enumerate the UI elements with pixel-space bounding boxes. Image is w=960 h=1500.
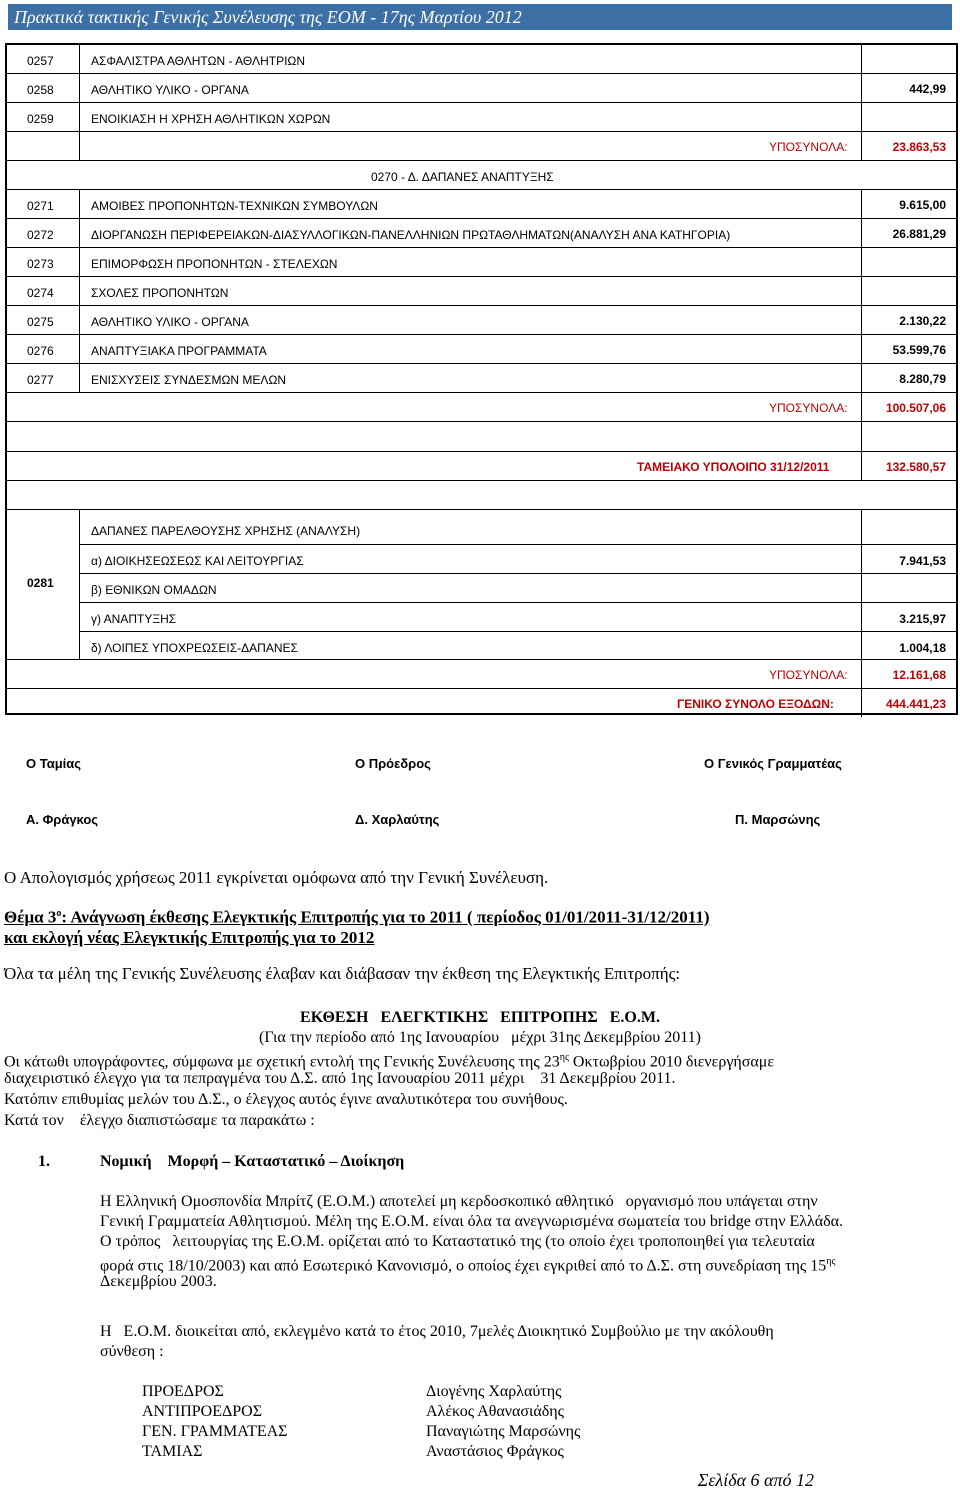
row-desc: ΑΝΑΠΤΥΞΙΑΚΑ ΠΡΟΓΡΑΜΜΑΤΑ [91, 344, 267, 358]
section-title-row [7, 161, 956, 190]
row-code: 0277 [27, 373, 54, 387]
table-row [7, 103, 956, 132]
table-row [7, 335, 956, 364]
topic-sup: ο [56, 908, 62, 919]
s1-p2-line1: Η Ε.Ο.Μ. διοικείται από, εκλεγμένο κατά το έτος 2010, 7μελές Διοικητικό Συμβούλιο με την ακόλουθη [100, 1323, 774, 1340]
table-row [7, 190, 956, 219]
s1-p1-line4-sup: ης [826, 1256, 836, 1267]
row-amount: 442,99 [909, 82, 946, 96]
topic-line2: και εκλογή νέας Ελεγκτικής Επιτροπής για το 2012 [4, 928, 375, 947]
row-code: 0272 [27, 228, 54, 242]
page-footer: Σελίδα 6 από 12 [697, 1470, 814, 1490]
cash-balance-row [7, 452, 956, 481]
prev-year-divider [79, 510, 80, 660]
board-name: Αλέκος Αθανασιάδης [426, 1403, 564, 1420]
board-role: ΑΝΤΙΠΡΟΕΔΡΟΣ [142, 1403, 263, 1420]
spacer-row [7, 481, 956, 510]
table-row [7, 74, 956, 103]
row-amount: 2.130,22 [899, 314, 946, 328]
subtotal-amount: 12.161,68 [892, 668, 946, 682]
approval-text: Ο Απολογισμός χρήσεως 2011 εγκρίνεται ομόφωνα από την Γενική Συνέλευση. [4, 868, 549, 887]
subtotal-label: ΥΠΟΣΥΝΟΛΑ: [769, 140, 848, 154]
subtotal-amount: 100.507,06 [885, 401, 946, 415]
row-desc: ΑΘΛΗΤΙΚΟ ΥΛΙΚΟ - ΟΡΓΑΝΑ [91, 315, 249, 329]
column-divider [861, 45, 862, 161]
prev-year-item: β) ΕΘΝΙΚΩΝ ΟΜΑΔΩΝ [91, 583, 217, 597]
prev-year-title: ΔΑΠΑΝΕΣ ΠΑΡΕΛΘΟΥΣΗΣ ΧΡΗΣΗΣ (ΑΝΑΛΥΣΗ) [91, 524, 361, 538]
para1-line2: διαχειριστικό έλεγχο για τα πεπραγμένα του Δ.Σ. από 1ης Ιανουαρίου 2011 μέχρι 31 Δεκεμβρίου 2011. [4, 1070, 676, 1087]
prev-year-amount: 1.004,18 [899, 641, 946, 655]
board-role: ΓΕΝ. ΓΡΑΜΜΑΤΕΑΣ [142, 1423, 288, 1440]
cash-balance-amount: 132.580,57 [885, 460, 946, 474]
prev-year-item: δ) ΛΟΙΠΕΣ ΥΠΟΧΡΕΩΣΕΙΣ-ΔΑΠΑΝΕΣ [91, 641, 298, 655]
row-code: 0259 [27, 112, 54, 126]
row-amount: 8.280,79 [899, 372, 946, 386]
column-divider [79, 45, 80, 161]
prev-year-item: α) ΔΙΟΙΚΗΣΕΩΣΕΩΣ ΚΑΙ ΛΕΙΤΟΥΡΓΙΑΣ [91, 554, 304, 568]
president-title: Ο Πρόεδρος [355, 756, 431, 771]
column-divider [861, 510, 862, 717]
board-name: Αναστάσιος Φράγκος [426, 1443, 564, 1460]
row-desc: ΕΝΟΙΚΙΑΣΗ Η ΧΡΗΣΗ ΑΘΛΗΤΙΚΩΝ ΧΩΡΩΝ [91, 112, 331, 126]
topic-heading [4, 904, 954, 928]
row-code: 0271 [27, 199, 54, 213]
board-name: Διογένης Χαρλαύτης [426, 1383, 562, 1400]
page-header-title: Πρακτικά τακτικής Γενικής Συνέλευσης της ΕΟΜ - 17ης Μαρτίου 2012 [8, 4, 952, 30]
row-amount: 9.615,00 [899, 198, 946, 212]
row-desc: ΕΠΙΜΟΡΦΩΣΗ ΠΡΟΠΟΝΗΤΩΝ - ΣΤΕΛΕΧΩΝ [91, 257, 338, 271]
s1-p1-line1: Η Ελληνική Ομοσπονδία Μπρίτζ (Ε.Ο.Μ.) αποτελεί μη κερδοσκοπικό αθλητικό οργανισμό που υπάγεται στην [100, 1193, 818, 1210]
table-row [7, 306, 956, 335]
divider [79, 631, 956, 632]
row-desc: ΑΜΟΙΒΕΣ ΠΡΟΠΟΝΗΤΩΝ-ΤΕΧΝΙΚΩΝ ΣΥΜΒΟΥΛΩΝ [91, 199, 378, 213]
section1-number: 1. [38, 1153, 50, 1170]
cash-balance-label: ΤΑΜΕΙΑΚΟ ΥΠΟΛΟΙΠΟ 31/12/2011 [637, 460, 830, 474]
row-code: 0275 [27, 315, 54, 329]
grand-total-row [7, 689, 956, 718]
treasurer-title: Ο Ταμίας [26, 756, 82, 771]
row-amount: 26.881,29 [892, 227, 946, 241]
table-row [7, 248, 956, 277]
row-code: 0276 [27, 344, 54, 358]
table-row [7, 219, 956, 248]
secretary-name: Π. Μαρσώνης [735, 812, 821, 827]
spacer-row [7, 422, 956, 452]
para2: Κατόπιν επιθυμίας μελών του Δ.Σ., ο έλεγχος αυτός έγινε αναλυτικότερα του συνήθους. [4, 1091, 568, 1108]
row-amount: 53.599,76 [892, 343, 946, 357]
topic-prefix: Θέμα 3 [4, 907, 57, 927]
row-code: 0274 [27, 286, 54, 300]
para1-sup: ης [559, 1052, 569, 1063]
secretary-title: Ο Γενικός Γραμματέας [704, 756, 842, 771]
row-desc: ΑΣΦΑΛΙΣΤΡΑ ΑΘΛΗΤΩΝ - ΑΘΛΗΤΡΙΩΝ [91, 54, 306, 68]
row-code: 0273 [27, 257, 54, 271]
prev-year-amount: 3.215,97 [899, 612, 946, 626]
board-name: Παναγιώτης Μαρσώνης [426, 1423, 581, 1440]
board-role: ΤΑΜΙΑΣ [142, 1443, 203, 1460]
s1-p1-line4-text: φορά στις 18/10/2003) και από Εσωτερικό Κανονισμό, ο οποίος έχει εγκριθεί από το Δ.Σ. στη συνεδρίαση της 15 [100, 1257, 827, 1275]
subtotal-row [7, 132, 956, 161]
divider [79, 602, 956, 603]
column-divider [861, 452, 862, 481]
table-row [7, 45, 956, 74]
grand-total-label: ΓΕΝΙΚΟ ΣΥΝΟΛΟ ΕΞΟΔΩΝ: [677, 697, 834, 711]
president-name: Δ. Χαρλαύτης [355, 812, 440, 827]
divider [79, 544, 956, 545]
prev-year-block [7, 510, 956, 660]
row-desc: ΕΝΙΣΧΥΣΕΙΣ ΣΥΝΔΕΣΜΩΝ ΜΕΛΩΝ [91, 373, 287, 387]
grand-total-amount: 444.441,23 [885, 697, 946, 711]
column-divider [79, 190, 80, 393]
prev-year-amount: 7.941,53 [899, 554, 946, 568]
board-role: ΠΡΟΕΔΡΟΣ [142, 1383, 224, 1400]
s1-p1-line5: Δεκεμβρίου 2003. [100, 1273, 217, 1290]
subtotal-label: ΥΠΟΣΥΝΟΛΑ: [769, 401, 848, 415]
subtotal-row [7, 393, 956, 422]
row-code: 0258 [27, 83, 54, 97]
treasurer-name: Α. Φράγκος [26, 812, 99, 827]
s1-p2-line2: σύνθεση : [100, 1343, 164, 1360]
section1-title: Νομική Μορφή – Καταστατικό – Διοίκηση [100, 1153, 405, 1170]
report-title: ΕΚΘΕΣΗ ΕΛΕΓΚΤΙΚΗΣ ΕΠΙΤΡΟΠΗΣ Ε.Ο.Μ. [300, 1009, 660, 1026]
topic-line1: : Ανάγνωση έκθεσης Ελεγκτικής Επιτροπής για το 2011 ( περίοδος 01/01/2011-31/12/2011) [61, 907, 710, 927]
row-desc: ΔΙΟΡΓΑΝΩΣΗ ΠΕΡΙΦΕΡΕΙΑΚΩΝ-ΔΙΑΣΥΛΛΟΓΙΚΩΝ-ΠΑΝΕΛΛΗΝΙΩΝ ΠΡΩΤΑΘΛΗΜΑΤΩΝ(ΑΝΑΛΥΣΗ ΑΝΑ ΚΑΤΗΓΟΡΙΑ) [91, 228, 731, 242]
expenses-table [5, 43, 958, 715]
column-divider [861, 190, 862, 452]
row-desc: ΣΧΟΛΕΣ ΠΡΟΠΟΝΗΤΩΝ [91, 286, 229, 300]
subtotal-amount: 23.863,53 [892, 140, 946, 154]
para1-b: Οκτωβρίου 2010 διενεργήσαμε [568, 1053, 775, 1071]
row-desc: ΑΘΛΗΤΙΚΟ ΥΛΙΚΟ - ΟΡΓΑΝΑ [91, 83, 249, 97]
report-period: (Για την περίοδο από 1ης Ιανουαρίου μέχρι 31ης Δεκεμβρίου 2011) [259, 1029, 701, 1046]
divider [79, 573, 956, 574]
section-title: 0270 - Δ. ΔΑΠΑΝΕΣ ΑΝΑΠΤΥΞΗΣ [371, 170, 554, 184]
members-read-text: Όλα τα μέλη της Γενικής Συνέλευσης έλαβαν και διάβασαν την έκθεση της Ελεγκτικής Επιτροπής: [4, 964, 681, 983]
para1-a: Οι κάτωθι υπογράφοντες, σύμφωνα με σχετική εντολή της Γενικής Συνέλευσης της 23 [4, 1053, 560, 1071]
s1-p1-line3: Ο τρόπος λειτουργίας της Ε.Ο.Μ. ορίζεται από το Καταστατικό της (το οποίο έχει τροποποιηθεί για τελευταία [100, 1233, 815, 1250]
table-row [7, 277, 956, 306]
subtotal-row [7, 660, 956, 689]
prev-year-item: γ) ΑΝΑΠΤΥΞΗΣ [91, 612, 177, 626]
subtotal-label: ΥΠΟΣΥΝΟΛΑ: [769, 668, 848, 682]
para3: Κατά τον έλεγχο διαπιστώσαμε τα παρακάτω : [4, 1112, 315, 1129]
row-code: 0257 [27, 54, 54, 68]
table-row [7, 364, 956, 393]
prev-year-code: 0281 [27, 576, 54, 590]
s1-p1-line2: Γενική Γραμματεία Αθλητισμού. Μέλη της Ε.Ο.Μ. είναι όλα τα ανεγνωρισμένα σωματεία του bridge στην Ελλάδα. [100, 1213, 844, 1230]
